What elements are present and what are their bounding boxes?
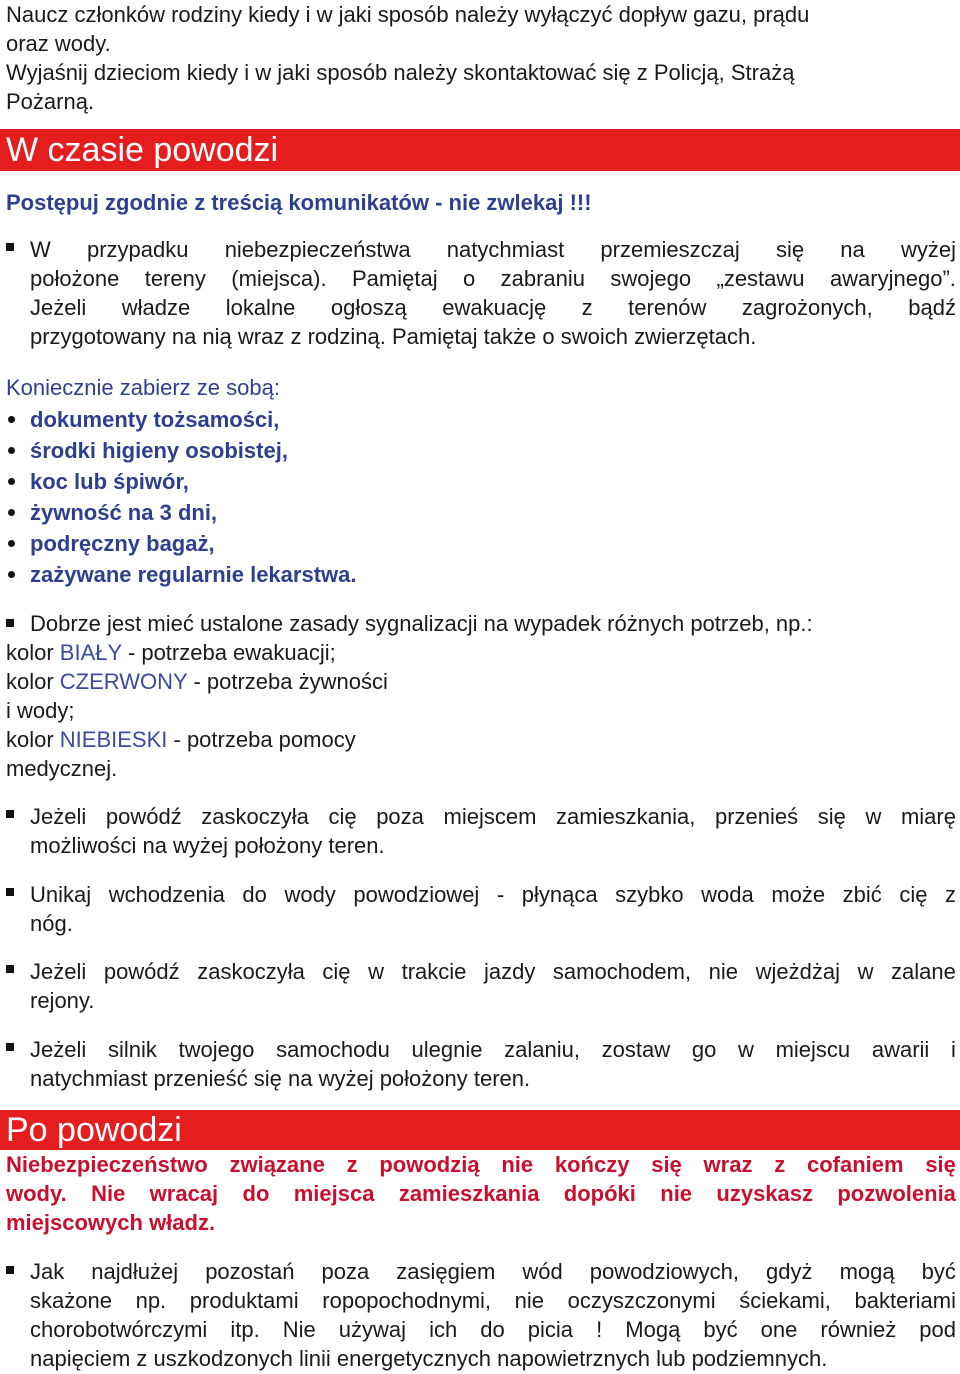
- square-bullet-icon: [6, 965, 14, 973]
- justified-row: [30, 880, 956, 909]
- signal-meaning: - potrzeba żywności: [187, 669, 388, 694]
- word: (miejsca).: [231, 266, 327, 291]
- word: bądź: [908, 295, 956, 320]
- intro-line-2: oraz wody.: [6, 31, 111, 56]
- square-bullet-icon: [6, 888, 14, 896]
- word: zamieszkania,: [556, 804, 696, 829]
- signal-meaning: - potrzeba pomocy: [167, 727, 356, 752]
- word: miejscem: [443, 804, 537, 829]
- justified-row: [30, 1286, 956, 1315]
- word: uzyskasz: [716, 1181, 814, 1206]
- word: o: [462, 266, 476, 291]
- last-row: miejscowych władz.: [6, 1210, 216, 1235]
- word: płynąca: [521, 882, 598, 907]
- word: go: [691, 1037, 717, 1062]
- word: -: [496, 882, 505, 907]
- word: z: [774, 1152, 786, 1177]
- signal-blue: [6, 725, 356, 754]
- word: się: [651, 1152, 682, 1177]
- word: się: [817, 804, 846, 829]
- justified-row: [30, 264, 956, 293]
- section-subtitle: Postępuj zgodnie z treścią komunikatów - nie zwlekaj !!!: [6, 190, 592, 215]
- round-bullet-icon: [8, 509, 15, 516]
- word: związane: [229, 1152, 325, 1177]
- signal-blue-continued: medycznej.: [6, 756, 118, 781]
- word: kończy: [554, 1152, 630, 1177]
- word: miejscu: [775, 1037, 851, 1062]
- word: silnik: [107, 1037, 157, 1062]
- word: pod: [919, 1317, 956, 1342]
- word: one: [760, 1317, 798, 1342]
- word: z: [581, 295, 593, 320]
- justified-row: [30, 235, 956, 264]
- justified-row: [30, 802, 956, 831]
- word: wody.: [6, 1181, 67, 1206]
- word: powodziowej: [353, 882, 480, 907]
- word: natychmiast: [446, 237, 565, 262]
- word: najdłużej: [91, 1259, 179, 1284]
- word: awarii: [871, 1037, 930, 1062]
- intro-line-4: Pożarną.: [6, 89, 95, 114]
- word: Jak: [30, 1259, 65, 1284]
- signals-intro: Dobrze jest mieć ustalone zasady sygnalizacji na wypadek różnych potrzeb, np.:: [30, 611, 813, 636]
- word: cię: [328, 804, 357, 829]
- round-bullet-icon: [8, 571, 15, 578]
- word: „zestawu: [716, 266, 805, 291]
- word: skażone: [30, 1288, 112, 1313]
- take-list-item: koc lub śpiwór,: [30, 469, 189, 494]
- word: zalaniu,: [504, 1037, 580, 1062]
- word: szybko: [615, 882, 684, 907]
- word: w: [368, 959, 385, 984]
- word: cię: [322, 959, 351, 984]
- word: władze: [121, 295, 191, 320]
- word: wjeżdżaj: [755, 959, 840, 984]
- word: Jeżeli: [30, 804, 87, 829]
- word: pozwolenia: [837, 1181, 956, 1206]
- word: chorobotwórczymi: [30, 1317, 208, 1342]
- word: Unikaj: [30, 882, 92, 907]
- word: ulegnie: [411, 1037, 483, 1062]
- word: z: [346, 1152, 358, 1177]
- word: wyżej: [900, 237, 956, 262]
- word: W: [30, 237, 51, 262]
- word: ich: [429, 1317, 458, 1342]
- word: nie: [660, 1181, 693, 1206]
- word: również: [820, 1317, 897, 1342]
- word: bakteriami: [854, 1288, 956, 1313]
- word: nie: [514, 1288, 545, 1313]
- word: powódź: [103, 959, 180, 984]
- word: do: [242, 882, 267, 907]
- word: zagrożonych,: [741, 295, 873, 320]
- take-list-item: żywność na 3 dni,: [30, 500, 218, 525]
- word: zaskoczyła: [201, 804, 309, 829]
- word: Jeżeli: [30, 959, 87, 984]
- word: mogą: [839, 1259, 895, 1284]
- word: poza: [376, 804, 424, 829]
- word: i: [951, 1037, 956, 1062]
- word: zalane: [891, 959, 956, 984]
- round-bullet-icon: [8, 478, 15, 485]
- word: oczyszczonymi: [567, 1288, 716, 1313]
- word: produktami: [189, 1288, 299, 1313]
- word: miarę: [900, 804, 956, 829]
- word: Pamiętaj: [351, 266, 438, 291]
- last-row: rejony.: [30, 988, 95, 1013]
- section-banner-after-flood: [0, 1110, 960, 1150]
- justified-row: [6, 1179, 956, 1208]
- word: w: [857, 959, 874, 984]
- word: awaryjnego”.: [829, 266, 956, 291]
- last-row: natychmiast przenieść się na wyżej położony teren.: [30, 1066, 531, 1091]
- signal-color-red: CZERWONY: [59, 669, 188, 694]
- word: pozostań: [205, 1259, 295, 1284]
- word: do: [242, 1181, 270, 1206]
- signal-color-blue: NIEBIESKI: [59, 727, 168, 752]
- section-banner-during-flood: [0, 129, 960, 171]
- signal-white: [6, 638, 336, 667]
- last-row: napięciem z uszkodzonych linii energetycznych napowietrznych lub podziemnych.: [30, 1346, 828, 1371]
- word: Jeżeli: [30, 1037, 87, 1062]
- word: powodzią: [379, 1152, 480, 1177]
- word: w: [738, 1037, 754, 1062]
- last-row: nóg.: [30, 911, 73, 936]
- word: cię: [899, 882, 928, 907]
- word: dopóki: [563, 1181, 636, 1206]
- word: się: [775, 237, 805, 262]
- square-bullet-icon: [6, 619, 14, 627]
- word: gdyż: [766, 1259, 813, 1284]
- word: Nie: [282, 1317, 316, 1342]
- word: jazdy: [483, 959, 536, 984]
- word: niebezpieczeństwa: [224, 237, 411, 262]
- word: ściekami,: [739, 1288, 831, 1313]
- word: picia: [527, 1317, 574, 1342]
- word: zostaw: [601, 1037, 671, 1062]
- word: być: [921, 1259, 956, 1284]
- word: swojego: [610, 266, 692, 291]
- word: np.: [135, 1288, 167, 1313]
- word: może: [771, 882, 826, 907]
- word: zbić: [842, 882, 882, 907]
- signal-color-white: BIAŁY: [59, 640, 122, 665]
- signal-prefix: kolor: [6, 640, 60, 665]
- word: przenieś: [714, 804, 799, 829]
- word: powodziowych,: [589, 1259, 739, 1284]
- round-bullet-icon: [8, 540, 15, 547]
- word: itp.: [230, 1317, 260, 1342]
- justified-row: [6, 1150, 956, 1179]
- word: miejsca: [293, 1181, 375, 1206]
- word: wód: [522, 1259, 563, 1284]
- round-bullet-icon: [8, 416, 15, 423]
- word: !: [596, 1317, 603, 1342]
- word: ogłoszą: [330, 295, 407, 320]
- take-list-item: zażywane regularnie lekarstwa.: [30, 562, 357, 587]
- word: z: [945, 882, 956, 907]
- word: wracaj: [149, 1181, 219, 1206]
- justified-row: [30, 1257, 956, 1286]
- take-list-item: dokumenty tożsamości,: [30, 407, 280, 432]
- word: położone: [30, 266, 120, 291]
- word: wraz: [703, 1152, 753, 1177]
- intro-line-3: Wyjaśnij dzieciom kiedy i w jaki sposób należy skontaktować się z Policją, Strażą: [6, 60, 795, 85]
- signal-meaning: - potrzeba ewakuacji;: [121, 640, 336, 665]
- signal-red: [6, 667, 388, 696]
- word: Mogą: [625, 1317, 681, 1342]
- word: wody: [284, 882, 336, 907]
- bullet-5-text: [30, 957, 956, 1015]
- word: samochodu: [276, 1037, 390, 1062]
- section-title-during-flood: W czasie powodzi: [6, 131, 279, 169]
- after-flood-warning: [6, 1150, 956, 1237]
- word: Niebezpieczeństwo: [6, 1152, 208, 1177]
- signal-prefix: kolor: [6, 669, 60, 694]
- word: samochodem,: [552, 959, 692, 984]
- last-row: przygotowany na nią wraz z rodziną. Pamiętaj także o swoich zwierzętach.: [30, 324, 757, 349]
- word: terenów: [628, 295, 707, 320]
- word: zasięgiem: [396, 1259, 496, 1284]
- word: trakcie: [401, 959, 467, 984]
- word: wchodzenia: [108, 882, 225, 907]
- word: zamieszkania: [398, 1181, 540, 1206]
- word: do: [480, 1317, 505, 1342]
- after-flood-bullet-text: [30, 1257, 956, 1373]
- square-bullet-icon: [6, 243, 14, 251]
- square-bullet-icon: [6, 1043, 14, 1051]
- square-bullet-icon: [6, 810, 14, 818]
- justified-row: [30, 957, 956, 986]
- word: przemieszczaj: [600, 237, 740, 262]
- bullet-3-text: [30, 802, 956, 860]
- bullet-4-text: [30, 880, 956, 938]
- section-title-after-flood: Po powodzi: [6, 1111, 182, 1149]
- word: zabraniu: [500, 266, 585, 291]
- intro-line-1: Naucz członków rodziny kiedy i w jaki sposób należy wyłączyć dopływ gazu, prądu: [6, 2, 810, 27]
- last-row: możliwości na wyżej położony teren.: [30, 833, 385, 858]
- word: Nie: [91, 1181, 126, 1206]
- signal-prefix: kolor: [6, 727, 60, 752]
- word: poza: [321, 1259, 370, 1284]
- word: ewakuację: [442, 295, 547, 320]
- word: woda: [701, 882, 754, 907]
- take-list-item: podręczny bagaż,: [30, 531, 215, 556]
- justified-row: [30, 1035, 956, 1064]
- signal-red-continued: i wody;: [6, 698, 75, 723]
- word: powódź: [105, 804, 182, 829]
- word: być: [703, 1317, 738, 1342]
- word: nie: [501, 1152, 534, 1177]
- justified-row: [30, 293, 956, 322]
- word: zaskoczyła: [197, 959, 305, 984]
- word: przypadku: [86, 237, 189, 262]
- word: ropopochodnymi,: [322, 1288, 492, 1313]
- word: w: [865, 804, 882, 829]
- take-list-item: środki higieny osobistej,: [30, 438, 288, 463]
- word: tereny: [144, 266, 206, 291]
- bullet-1-text: [30, 235, 956, 351]
- justified-row: [30, 1315, 956, 1344]
- word: nie: [708, 959, 739, 984]
- word: się: [925, 1152, 956, 1177]
- word: na: [840, 237, 865, 262]
- word: używaj: [338, 1317, 407, 1342]
- square-bullet-icon: [6, 1266, 14, 1274]
- word: cofaniem: [806, 1152, 904, 1177]
- word: twojego: [178, 1037, 255, 1062]
- round-bullet-icon: [8, 447, 15, 454]
- bullet-6-text: [30, 1035, 956, 1093]
- word: lokalne: [225, 295, 296, 320]
- take-heading: Koniecznie zabierz ze sobą:: [6, 375, 280, 400]
- word: Jeżeli: [30, 295, 87, 320]
